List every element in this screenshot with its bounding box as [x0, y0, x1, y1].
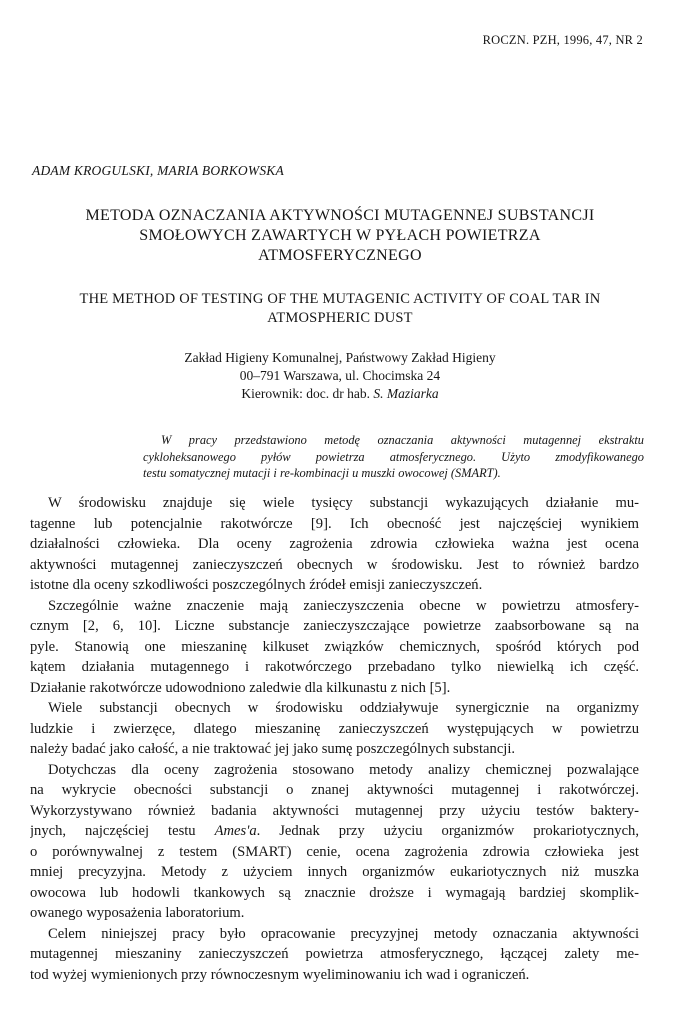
affiliation: [100, 349, 580, 403]
affiliation-line: 00–791 Warszawa, ul. Chocimska 24: [239, 368, 441, 383]
title-polish-line: METODA OZNACZANIA AKTYWNOŚCI MUTAGENNEJ SUBSTANCJI: [85, 207, 595, 224]
title-english-line: THE METHOD OF TESTING OF THE MUTAGENIC ACTIVITY OF COAL TAR IN: [79, 291, 601, 307]
text-line: Dotychczas dla oceny zagrożenia stosowano metody analizy chemicznej pozwalające: [48, 761, 639, 778]
text-line: tagenne lub potencjalnie rakotwórcze [9]. Ich obecność jest najczęściej wynikiem: [30, 515, 639, 532]
text-line: mutagennej mieszaniny zanieczyszczeń powietrza atmosferycznego, łączącej zalety me-: [30, 946, 639, 962]
text-line: Wykorzystywano również badania aktywności mutagennej przy użyciu testów baktery-: [30, 802, 639, 819]
text-line: tod wyżej wymienionych przy równoczesnym wyeliminowaniu ich wad i ograniczeń.: [30, 966, 530, 983]
text-line: [30, 821, 639, 842]
abstract-line: testu somatycznej mutacji i re-kombinacji u muszki owocowej (SMART).: [143, 466, 501, 480]
abstract-line: W pracy przedstawiono metodę oznaczania aktywności mutagennej ekstraktu: [161, 433, 644, 447]
text-line: cznym [2, 6, 10]. Liczne substancje zanieczyszczające powietrze zaabsorbowane są na: [30, 618, 639, 634]
text-line: aktywności mutagennej zanieczyszczeń obecnych w środowisku. Jest to również bardzo: [30, 556, 639, 573]
director-label: Kierownik: doc. dr hab.: [241, 386, 370, 401]
title-english: [20, 290, 660, 328]
text-line: istotne dla oceny szkodliwości poszczególnych źródeł emisji zanieczyszczeń.: [30, 577, 483, 593]
affiliation-line: Zakład Higieny Komunalnej, Państwowy Zakład Higieny: [184, 350, 496, 365]
director-name: S. Maziarka: [373, 386, 439, 401]
text-line: na wykrycie obecności substancji o znanej aktywności mutagennej i rakotwórczej.: [30, 782, 639, 798]
paragraph: [30, 924, 639, 986]
text-line: należy badać jako całość, a nie traktować jej jako sumę poszczególnych substancji.: [30, 741, 516, 757]
text-line: Celem niniejszej pracy było opracowanie precyzyjnej metody oznaczania aktywności: [48, 925, 639, 942]
text-line: W środowisku znajduje się wiele tysięcy substancji wykazujących działanie mu-: [48, 495, 639, 511]
body-text: [30, 493, 639, 985]
emphasized-term: Ames'a: [214, 823, 257, 839]
text-fragment: jnych, najczęściej testu: [30, 823, 196, 839]
text-line: działalności człowieka. Dla oceny zagrożenia zdrowia człowieka ważna jest ocena: [30, 536, 639, 552]
text-line: ludzkie i zwierzęce, dlatego mieszaninę zanieczyszczeń występujących w powietrzu: [30, 720, 639, 737]
text-line: owanego wyposażenia laboratorium.: [30, 905, 245, 921]
text-line: o porównywalnej z testem (SMART) cenie, ocena zagrożenia zdrowia człowieka jest: [30, 843, 639, 860]
abstract-line: cykloheksanowego pyłów powietrza atmosferycznego. Użyto zmodyfikowanego: [143, 449, 644, 464]
title-polish-line: ATMOSFERYCZNEGO: [258, 247, 422, 264]
paragraph: [30, 760, 639, 924]
authors: ADAM KROGULSKI, MARIA BORKOWSKA: [32, 163, 284, 178]
affiliation-line: [100, 385, 580, 403]
paragraph: [30, 493, 639, 596]
text-line: Wiele substancji obecnych w środowisku oddziaływuje synergicznie na organizmy: [48, 700, 639, 716]
text-line: pyle. Stanowią one mieszaninę kilkuset związków chemicznych, spośród których pod: [30, 638, 639, 655]
journal-reference: ROCZN. PZH, 1996, 47, NR 2: [482, 33, 643, 47]
title-polish: [40, 206, 640, 266]
paragraph: [30, 596, 639, 699]
paragraph: [30, 698, 639, 760]
text-line: mniej precyzyjna. Metody z użyciem innych organizmów eukariotycznych niż muszka: [30, 864, 639, 880]
title-polish-line: SMOŁOWYCH ZAWARTYCH W PYŁACH POWIETRZA: [139, 227, 541, 244]
text-line: Działanie rakotwórcze udowodniono zaledwie dla kilkunastu z nich [5].: [30, 679, 451, 696]
text-line: Szczególnie ważne znaczenie mają zanieczyszczenia obecne w powietrzu atmosfery-: [48, 597, 639, 614]
text-line: owocowa lub hodowli tkankowych są znacznie droższe i wymagają bardziej skomplik-: [30, 884, 639, 901]
abstract: [143, 432, 644, 482]
text-line: kątem działania mutagennego i rakotwórczego przebadano tylko niewielką ich część.: [30, 659, 639, 675]
text-fragment: . Jednak przy użyciu organizmów prokariotycznych,: [256, 823, 639, 839]
title-english-line: ATMOSPHERIC DUST: [267, 310, 413, 326]
